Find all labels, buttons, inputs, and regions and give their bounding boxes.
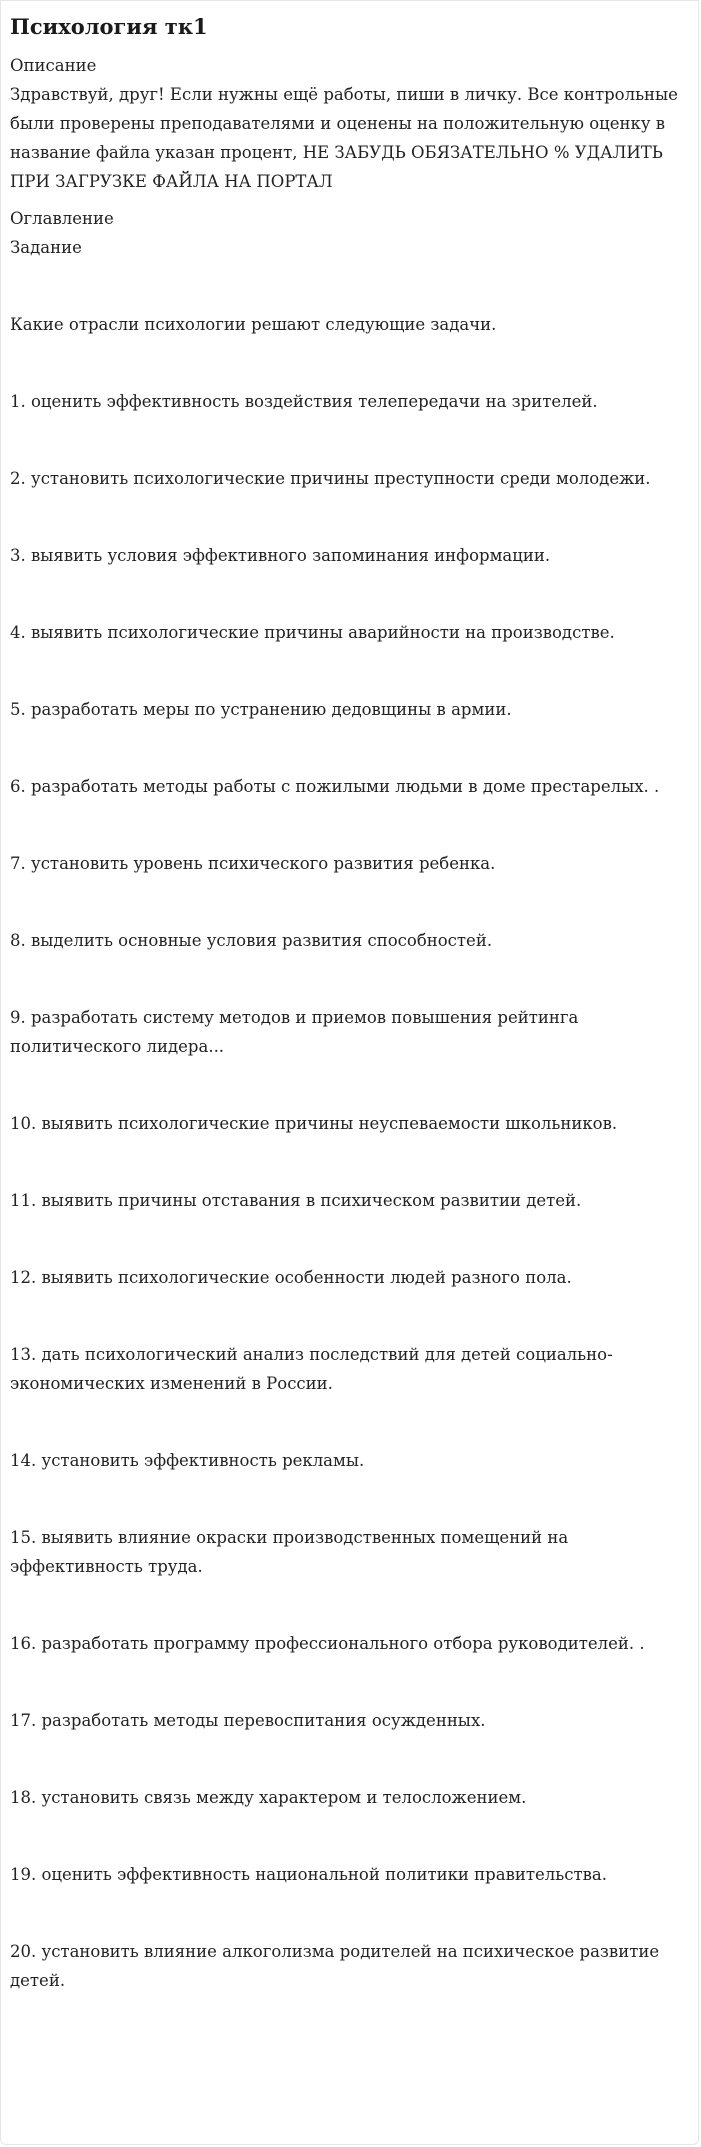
page-title: Психология тк1 xyxy=(10,14,208,39)
task-item: 6. разработать методы работы с пожилыми людьми в доме престарелых. . xyxy=(10,777,660,796)
task-item: 16. разработать программу профессионального отбора руководителей. . xyxy=(10,1634,645,1653)
task-item: 4. выявить психологические причины аварийности на производстве. xyxy=(10,623,615,642)
task-list xyxy=(10,387,690,1995)
task-item: 14. установить эффективность рекламы. xyxy=(10,1451,365,1470)
task-item: 8. выделить основные условия развития способностей. xyxy=(10,931,493,950)
task-item: 17. разработать методы перевоспитания осужденных. xyxy=(10,1711,486,1730)
task-item: 12. выявить психологические особенности людей разного пола. xyxy=(10,1268,572,1287)
description-text: Здравствуй, друг! Если нужны ещё работы, пиши в личку. Все контрольные были проверены преподавателями и оценены на положительную оценку в название файла указан процент, НЕ ЗАБУДЬ ОБЯЗАТЕЛЬНО % УДАЛИТЬ ПРИ ЗАГРУЗКЕ ФАЙЛА НА ПОРТАЛ xyxy=(10,85,678,191)
task-label: Задание xyxy=(10,238,82,257)
task-item: 1. оценить эффективность воздействия телепередачи на зрителей. xyxy=(10,392,598,411)
task-item: 7. установить уровень психического развития ребенка. xyxy=(10,854,496,873)
task-item: 3. выявить условия эффективного запоминания информации. xyxy=(10,546,551,565)
task-item: 2. установить психологические причины преступности среди молодежи. xyxy=(10,469,651,488)
task-item: 13. дать психологический анализ последствий для детей социально-экономических изменений в России. xyxy=(10,1345,613,1393)
task-item: 15. выявить влияние окраски производственных помещений на эффективность труда. xyxy=(10,1528,569,1576)
task-item: 11. выявить причины отставания в психическом развитии детей. xyxy=(10,1191,582,1210)
task-item: 19. оценить эффективность национальной политики правительства. xyxy=(10,1865,607,1884)
task-item: 9. разработать систему методов и приемов повышения рейтинга политического лидера... xyxy=(10,1008,579,1056)
task-item: 18. установить связь между характером и телосложением. xyxy=(10,1788,527,1807)
task-item: 10. выявить психологические причины неуспеваемости школьников. xyxy=(10,1114,618,1133)
task-item: 20. установить влияние алкоголизма родителей на психическое развитие детей. xyxy=(10,1942,660,1990)
task-question: Какие отрасли психологии решают следующие задачи. xyxy=(10,315,497,334)
toc-label: Оглавление xyxy=(10,209,114,228)
task-item: 5. разработать меры по устранению дедовщины в армии. xyxy=(10,700,512,719)
description-label: Описание xyxy=(10,56,97,75)
